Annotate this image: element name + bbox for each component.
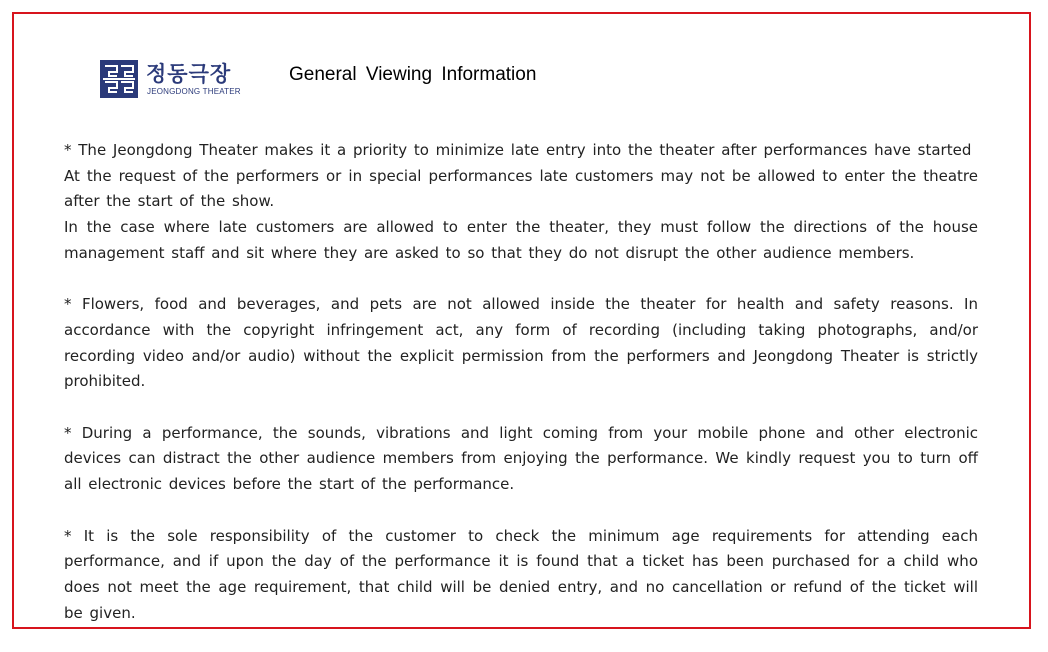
paragraph-line: * It is the sole responsibility of the customer to check the minimum age requirements for attending each performance, and if upon the day of the performance it is found that a ticket has been purchased for a child who does not meet the age requirement, that child will be denied entry, and no cancellation or refund of the ticket will be given.: [64, 526, 978, 622]
page-title: General Viewing Information: [289, 64, 537, 85]
paragraph-late-entry: [64, 138, 978, 267]
paragraph-line: * During a performance, the sounds, vibrations and light coming from your mobile phone and other electronic devices can distract the other audience members from enjoying the performance. We kindly request you to turn off all electronic devices before the start of the performance.: [64, 423, 978, 494]
viewing-information-body: [64, 138, 978, 652]
paragraph-line: At the request of the performers or in special performances late customers may not be allowed to enter the theatre after the start of the show.: [64, 166, 978, 211]
paragraph-age-requirements: [64, 524, 978, 627]
logo-korean-text: 정동극장: [146, 62, 232, 86]
paragraph-line: * The Jeongdong Theater makes it a priority to minimize late entry into the theater after performances have started: [64, 141, 972, 159]
paragraph-prohibited-items: [64, 292, 978, 395]
paragraph-line: * Flowers, food and beverages, and pets are not allowed inside the theater for health and safety reasons. In accordance with the copyright infringement act, any form of recording (including taking photographs, and/or recording video and/or audio) without the explicit permission from the performers and Jeongdong Theater is strictly prohibited.: [64, 295, 978, 391]
paragraph-line: In the case where late customers are allowed to enter the theater, they must follow the directions of the house management staff and sit where they are asked to so that they do not disrupt the other audience members.: [64, 218, 978, 262]
jeongdong-emblem-icon: [100, 60, 138, 98]
paragraph-electronic-devices: [64, 421, 978, 498]
logo-english-text: JEONGDONG THEATER: [147, 87, 241, 96]
